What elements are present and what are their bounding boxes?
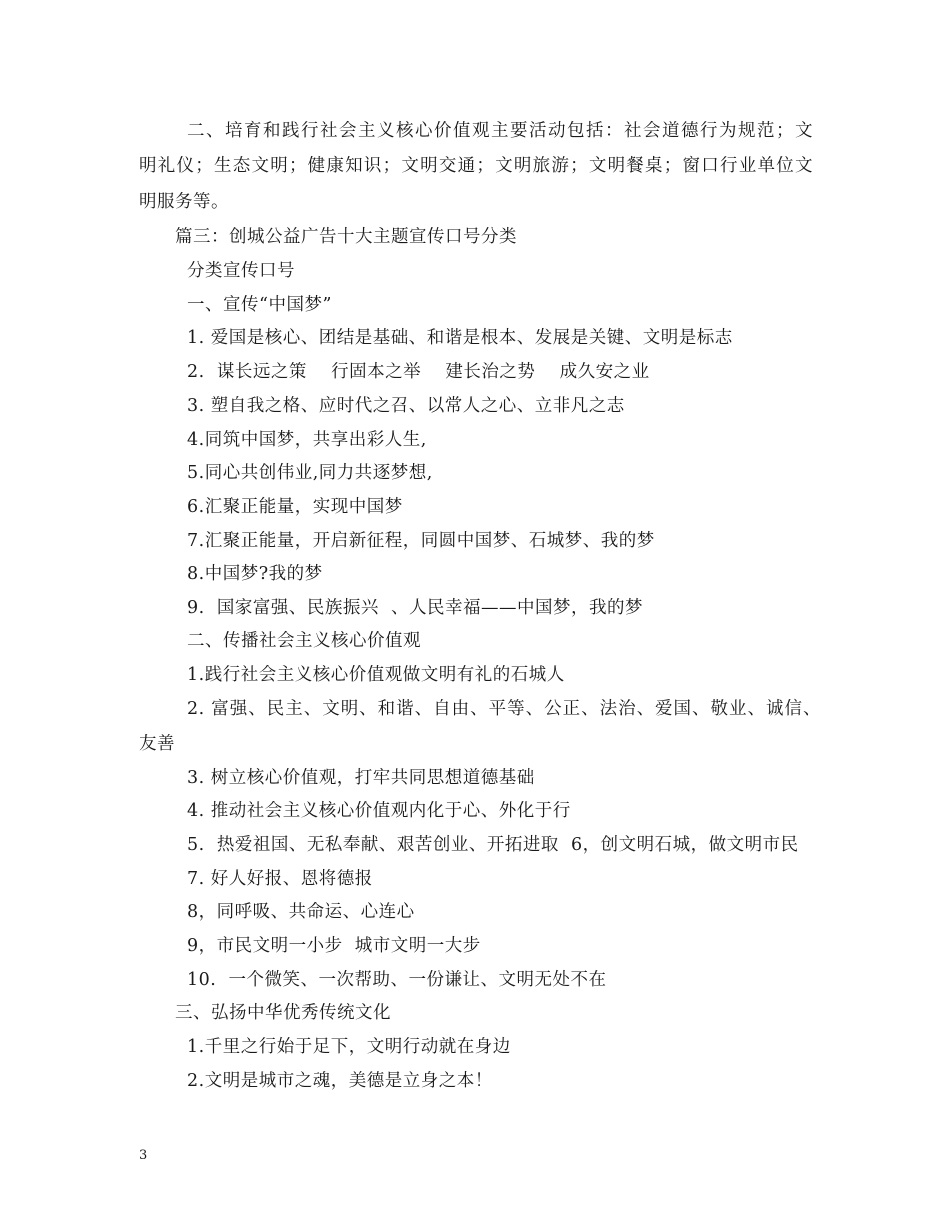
slogan-item-continuation: 友善 <box>139 734 175 754</box>
paragraph-line: 二、培育和践行社会主义核心价值观主要活动包括：社会道德行为规范；文 <box>187 121 813 141</box>
slogan-item: 2. 谋长远之策 行固本之举 建长治之势 成久安之业 <box>187 362 650 382</box>
slogan-item: 8，同呼吸、共命运、心连心 <box>187 902 415 922</box>
section-heading: 篇三：创城公益广告十大主题宣传口号分类 <box>175 227 517 247</box>
slogan-item: 4.同筑中国梦，共享出彩人生, <box>187 430 427 450</box>
slogan-item: 10. 一个微笑、一次帮助、一份谦让、文明无处不在 <box>187 970 607 990</box>
slogan-item: 5. 热爱祖国、无私奉献、艰苦创业、开拓进取 6，创文明石城，做文明市民 <box>187 835 799 855</box>
slogan-item: 2. 富强、民主、文明、和谐、自由、平等、公正、法治、爱国、敬业、诚信、 <box>187 699 821 719</box>
slogan-item: 8.中国梦?我的梦 <box>187 564 323 584</box>
subheading: 分类宣传口号 <box>187 261 295 281</box>
slogan-item: 9. 国家富强、民族振兴 、人民幸福——中国梦，我的梦 <box>187 598 643 618</box>
slogan-item: 9，市民文明一小步 城市文明一大步 <box>187 936 481 956</box>
slogan-item: 7.汇聚正能量，开启新征程，同圆中国梦、石城梦、我的梦 <box>187 531 655 551</box>
slogan-item: 5.同心共创伟业,同力共逐梦想, <box>187 463 433 483</box>
category-heading: 三、弘扬中华优秀传统文化 <box>175 1003 391 1023</box>
slogan-item: 1.千里之行始于足下，文明行动就在身边 <box>187 1037 511 1057</box>
slogan-item: 1. 爱国是核心、团结是基础、和谐是根本、发展是关键、文明是标志 <box>187 328 733 348</box>
slogan-item: 1.践行社会主义核心价值观做文明有礼的石城人 <box>187 665 565 685</box>
paragraph-line: 明礼仪；生态文明；健康知识；文明交通；文明旅游；文明餐桌；窗口行业单位文 <box>139 156 813 176</box>
slogan-item: 7. 好人好报、恩将德报 <box>187 869 373 889</box>
paragraph-line: 明服务等。 <box>139 192 229 212</box>
slogan-item: 3. 树立核心价值观，打牢共同思想道德基础 <box>187 768 535 788</box>
slogan-item: 2.文明是城市之魂，美德是立身之本！ <box>187 1071 493 1091</box>
slogan-item: 3. 塑自我之格、应时代之召、以常人之心、立非凡之志 <box>187 396 625 416</box>
slogan-item: 6.汇聚正能量，实现中国梦 <box>187 497 403 517</box>
page-number: 3 <box>139 1148 148 1163</box>
slogan-item: 4. 推动社会主义核心价值观内化于心、外化于行 <box>187 801 571 821</box>
category-heading: 一、宣传“中国梦” <box>187 295 332 315</box>
category-heading: 二、传播社会主义核心价值观 <box>187 631 421 651</box>
